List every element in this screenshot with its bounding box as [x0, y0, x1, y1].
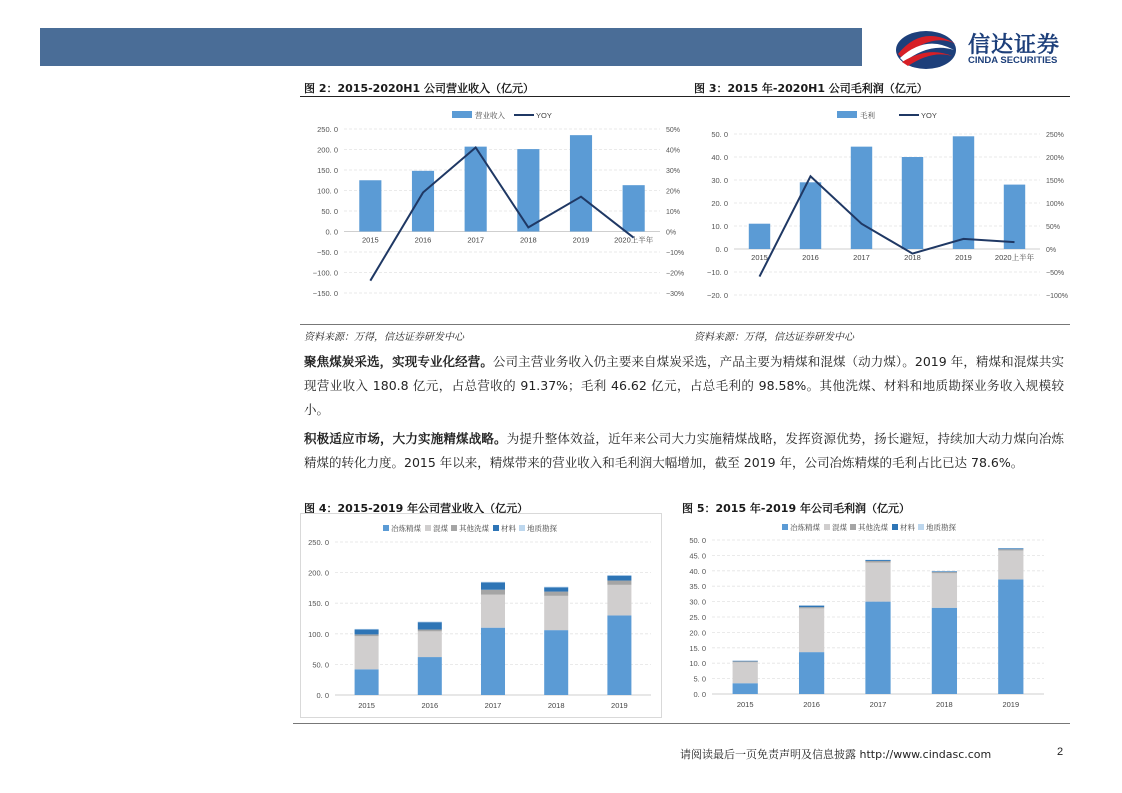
- y-tick-label: 250. 0: [308, 538, 329, 547]
- bar-segment: [932, 573, 957, 607]
- logo-text-cn: 信达证券: [968, 33, 1061, 58]
- y2-tick-label: −10%: [666, 250, 685, 257]
- y-tick-label: 0. 0: [715, 245, 728, 254]
- legend-swatch: [850, 524, 856, 530]
- bar-segment: [544, 592, 568, 596]
- y2-tick-label: 250%: [1046, 132, 1064, 139]
- bar: [623, 185, 645, 231]
- y2-tick-label: 10%: [666, 209, 681, 216]
- x-tick-label: 2016: [421, 701, 439, 710]
- x-tick-label: 2016: [414, 235, 432, 245]
- legend-label: 其他洗煤: [459, 524, 489, 533]
- y2-tick-label: 150%: [1046, 178, 1064, 185]
- bar-segment: [932, 572, 957, 573]
- y2-tick-label: 20%: [666, 188, 681, 196]
- fig2-title: 图 2：2015-2020H1 公司营业收入（亿元）: [304, 82, 534, 95]
- fig4-chart: [300, 513, 662, 718]
- footer-disclaimer: 请阅读最后一页免责声明及信息披露 http://www.cindasc.com: [680, 748, 992, 761]
- bar-segment: [865, 561, 890, 563]
- bar-segment: [799, 607, 824, 608]
- y2-tick-label: −50%: [1046, 270, 1065, 277]
- bar: [749, 224, 770, 249]
- y2-tick-label: 0%: [1046, 247, 1057, 254]
- bar-segment: [418, 631, 442, 657]
- legend-label: YOY: [536, 111, 552, 120]
- bar-segment: [355, 669, 379, 695]
- y-tick-label: −50. 0: [316, 248, 338, 257]
- legend-swatch-bar: [452, 111, 472, 118]
- paragraph-body: 公司主营业务收入仍主要来自煤炭采选，产品主要为精煤和混煤（动力煤）。2019 年，精煤和混煤共实现营业收入 180.8 亿元，占总营收的 91.37%；毛利 46.62 亿元，占总毛利的 98.58%。其他洗煤、材料和地质勘探业务收入规模较小。: [304, 354, 1064, 417]
- y-tick-label: 50. 0: [312, 660, 329, 670]
- x-tick-label: 2018: [547, 701, 565, 710]
- legend-label: 混煤: [433, 524, 448, 533]
- legend-swatch: [493, 525, 499, 531]
- fig5-chart: [676, 513, 1068, 716]
- y2-tick-label: 100%: [1046, 201, 1064, 208]
- y2-tick-label: 50%: [1046, 224, 1061, 231]
- bar: [851, 147, 872, 249]
- bar-segment: [799, 606, 824, 608]
- bar-segment: [418, 657, 442, 695]
- x-tick-label: 2016: [803, 700, 820, 709]
- bar-segment: [544, 596, 568, 630]
- y-tick-label: 50. 0: [689, 536, 706, 545]
- y-tick-label: 10. 0: [689, 659, 706, 669]
- y-tick-label: 45. 0: [689, 551, 706, 561]
- y-tick-label: 5. 0: [693, 674, 706, 684]
- paragraph-heading: 聚焦煤炭采选，实现专业化经营。: [304, 354, 493, 369]
- y2-tick-label: 50%: [666, 127, 681, 134]
- y-tick-label: 20. 0: [711, 199, 728, 208]
- x-tick-label: 2020上半年: [994, 253, 1035, 262]
- legend-swatch-bar: [837, 111, 857, 118]
- y-tick-label: 30. 0: [711, 176, 728, 185]
- y-tick-label: 0. 0: [693, 690, 706, 699]
- y-tick-label: −10. 0: [706, 268, 728, 277]
- y2-tick-label: 200%: [1046, 155, 1064, 162]
- source-note-right: 资料来源：万得，信达证券研发中心: [694, 332, 854, 343]
- x-tick-label: 2017: [869, 700, 887, 709]
- x-tick-label: 2015: [358, 701, 375, 710]
- y-tick-label: −20. 0: [706, 291, 728, 300]
- bar-segment: [355, 630, 379, 635]
- bar-segment: [998, 579, 1023, 694]
- y2-tick-label: 30%: [666, 168, 681, 175]
- fig3-title: 图 3：2015 年-2020H1 公司毛利润（亿元）: [694, 82, 928, 95]
- series-line-yoy: [760, 176, 1015, 276]
- bar-segment: [932, 571, 957, 572]
- bar-segment: [544, 587, 568, 588]
- x-tick-label: 2018: [936, 700, 953, 709]
- bar-segment: [998, 548, 1023, 549]
- paragraph-coal-mining: [304, 350, 1064, 422]
- fig3-chart: [688, 100, 1070, 315]
- bar-segment: [865, 562, 890, 601]
- x-tick-label: 2019: [611, 701, 628, 710]
- source-note-left: 资料来源：万得，信达证券研发中心: [304, 332, 464, 343]
- fig4-title: 图 4：2015-2019 年公司营业收入（亿元）: [304, 502, 529, 515]
- header-bar: [40, 28, 862, 66]
- legend-label: 其他洗煤: [858, 523, 888, 532]
- x-tick-label: 2015: [361, 235, 379, 245]
- bar-segment: [481, 628, 505, 695]
- bar: [570, 135, 592, 231]
- bar-segment: [418, 630, 442, 632]
- x-tick-label: 2015: [751, 253, 768, 262]
- y-tick-label: 50. 0: [711, 130, 728, 139]
- legend-label: 冶炼精煤: [790, 523, 820, 532]
- legend-swatch: [782, 524, 788, 530]
- bar-segment: [355, 636, 379, 669]
- bar-segment: [607, 581, 631, 585]
- x-tick-label: 2019: [1002, 700, 1020, 709]
- x-tick-label: 2019: [572, 235, 590, 245]
- x-tick-label: 2015: [736, 700, 754, 709]
- logo-text-en: CINDA SECURITIES: [968, 55, 1058, 66]
- bar-segment: [607, 575, 631, 576]
- paragraph-body: 为提升整体效益，近年来公司大力实施精煤战略，发挥资源优势，扬长避短，持续加大动力煤向冶炼精煤的转化力度。2015 年以来，精煤带来的营业收入和毛利润大幅增加，截至 2019 年，公司冶炼精煤的毛利占比已达 78.6%。: [304, 431, 1064, 470]
- bottom-rule: [293, 723, 1070, 724]
- fig5-title: 图 5：2015 年-2019 年公司毛利润（亿元）: [682, 502, 910, 515]
- y-tick-label: 15. 0: [689, 643, 706, 653]
- legend-label: 毛利: [860, 111, 875, 120]
- y-tick-label: −150. 0: [312, 289, 338, 298]
- bar-segment: [481, 595, 505, 628]
- legend-swatch: [451, 525, 457, 531]
- y-tick-label: 150. 0: [308, 599, 329, 609]
- x-tick-label: 2017: [484, 701, 502, 710]
- bar-segment: [733, 661, 758, 662]
- bar-segment: [865, 560, 890, 561]
- x-tick-label: 2018: [904, 253, 921, 262]
- legend-swatch: [824, 524, 830, 530]
- bar-segment: [733, 661, 758, 662]
- x-tick-label: 2017: [853, 253, 870, 262]
- bar-segment: [799, 608, 824, 652]
- bar-segment: [865, 602, 890, 694]
- y-tick-label: 35. 0: [689, 582, 706, 592]
- y-tick-label: 40. 0: [689, 566, 706, 576]
- paragraph-heading: 积极适应市场，大力实施精煤战略。: [304, 431, 507, 446]
- y-tick-label: 0. 0: [316, 691, 329, 700]
- y-tick-label: 20. 0: [689, 628, 706, 638]
- bar: [1004, 185, 1025, 249]
- bar-segment: [544, 587, 568, 591]
- bar: [412, 171, 434, 232]
- x-tick-label: 2018: [519, 235, 537, 245]
- y2-tick-label: −100%: [1046, 293, 1068, 300]
- legend-label: 冶炼精煤: [391, 524, 421, 533]
- y2-tick-label: −20%: [666, 270, 685, 278]
- bar-segment: [481, 590, 505, 595]
- bar-segment: [607, 615, 631, 695]
- legend-swatch: [892, 524, 898, 530]
- y-tick-label: 150. 0: [317, 166, 338, 175]
- legend-label: 材料: [501, 524, 516, 533]
- x-tick-label: 2019: [955, 253, 972, 262]
- y-tick-label: 25. 0: [689, 613, 706, 622]
- bar-segment: [607, 576, 631, 581]
- legend-swatch: [383, 525, 389, 531]
- y-tick-label: −100. 0: [312, 268, 338, 278]
- legend-swatch: [918, 524, 924, 530]
- x-tick-label: 2016: [802, 253, 819, 262]
- legend-swatch: [425, 525, 431, 531]
- bar-segment: [481, 582, 505, 583]
- bar-segment: [418, 622, 442, 629]
- y2-tick-label: 40%: [666, 147, 681, 155]
- y-tick-label: 200. 0: [317, 145, 338, 155]
- bar-segment: [355, 629, 379, 630]
- legend-label: YOY: [921, 111, 937, 120]
- cinda-logo: [892, 24, 1092, 72]
- y-tick-label: 40. 0: [711, 153, 728, 162]
- legend-swatch: [519, 525, 525, 531]
- fig2-chart: [300, 100, 685, 315]
- bar: [902, 157, 923, 249]
- bar: [953, 136, 974, 249]
- y-tick-label: 0. 0: [325, 227, 338, 237]
- cinda-logo-mark-icon: [892, 24, 962, 72]
- legend-label: 地质勘探: [926, 523, 956, 532]
- legend-label: 材料: [900, 523, 915, 532]
- paragraph-coking-coal-strategy: [304, 427, 1064, 475]
- bar-segment: [932, 608, 957, 694]
- y-tick-label: 100. 0: [317, 186, 338, 196]
- bar-segment: [544, 630, 568, 695]
- bar: [359, 180, 381, 231]
- y-tick-label: 250. 0: [317, 125, 338, 134]
- series-line-yoy: [370, 147, 633, 280]
- x-tick-label: 2020上半年: [614, 235, 654, 245]
- legend-label: 混煤: [832, 523, 847, 532]
- y2-tick-label: −30%: [666, 291, 685, 298]
- bar-segment: [481, 582, 505, 589]
- figure-bottom-rule: [300, 324, 1070, 325]
- x-tick-label: 2017: [467, 235, 485, 245]
- y-tick-label: 100. 0: [308, 629, 329, 639]
- bar: [517, 149, 539, 231]
- y-tick-label: 10. 0: [711, 222, 728, 231]
- legend-label: 营业收入: [475, 111, 505, 120]
- page-number: 2: [1057, 746, 1064, 758]
- bar-segment: [733, 662, 758, 683]
- bar-segment: [733, 683, 758, 694]
- bar-segment: [607, 585, 631, 616]
- y-tick-label: 50. 0: [321, 207, 338, 216]
- bar-segment: [418, 622, 442, 623]
- bar-segment: [799, 652, 824, 694]
- y-tick-label: 30. 0: [689, 597, 706, 607]
- y-tick-label: 200. 0: [308, 568, 329, 578]
- bar-segment: [998, 549, 1023, 550]
- figure-top-rule: [300, 96, 1070, 97]
- bar-segment: [355, 634, 379, 636]
- y2-tick-label: 0%: [666, 229, 677, 237]
- legend-label: 地质勘探: [527, 524, 557, 533]
- bar-segment: [998, 550, 1023, 579]
